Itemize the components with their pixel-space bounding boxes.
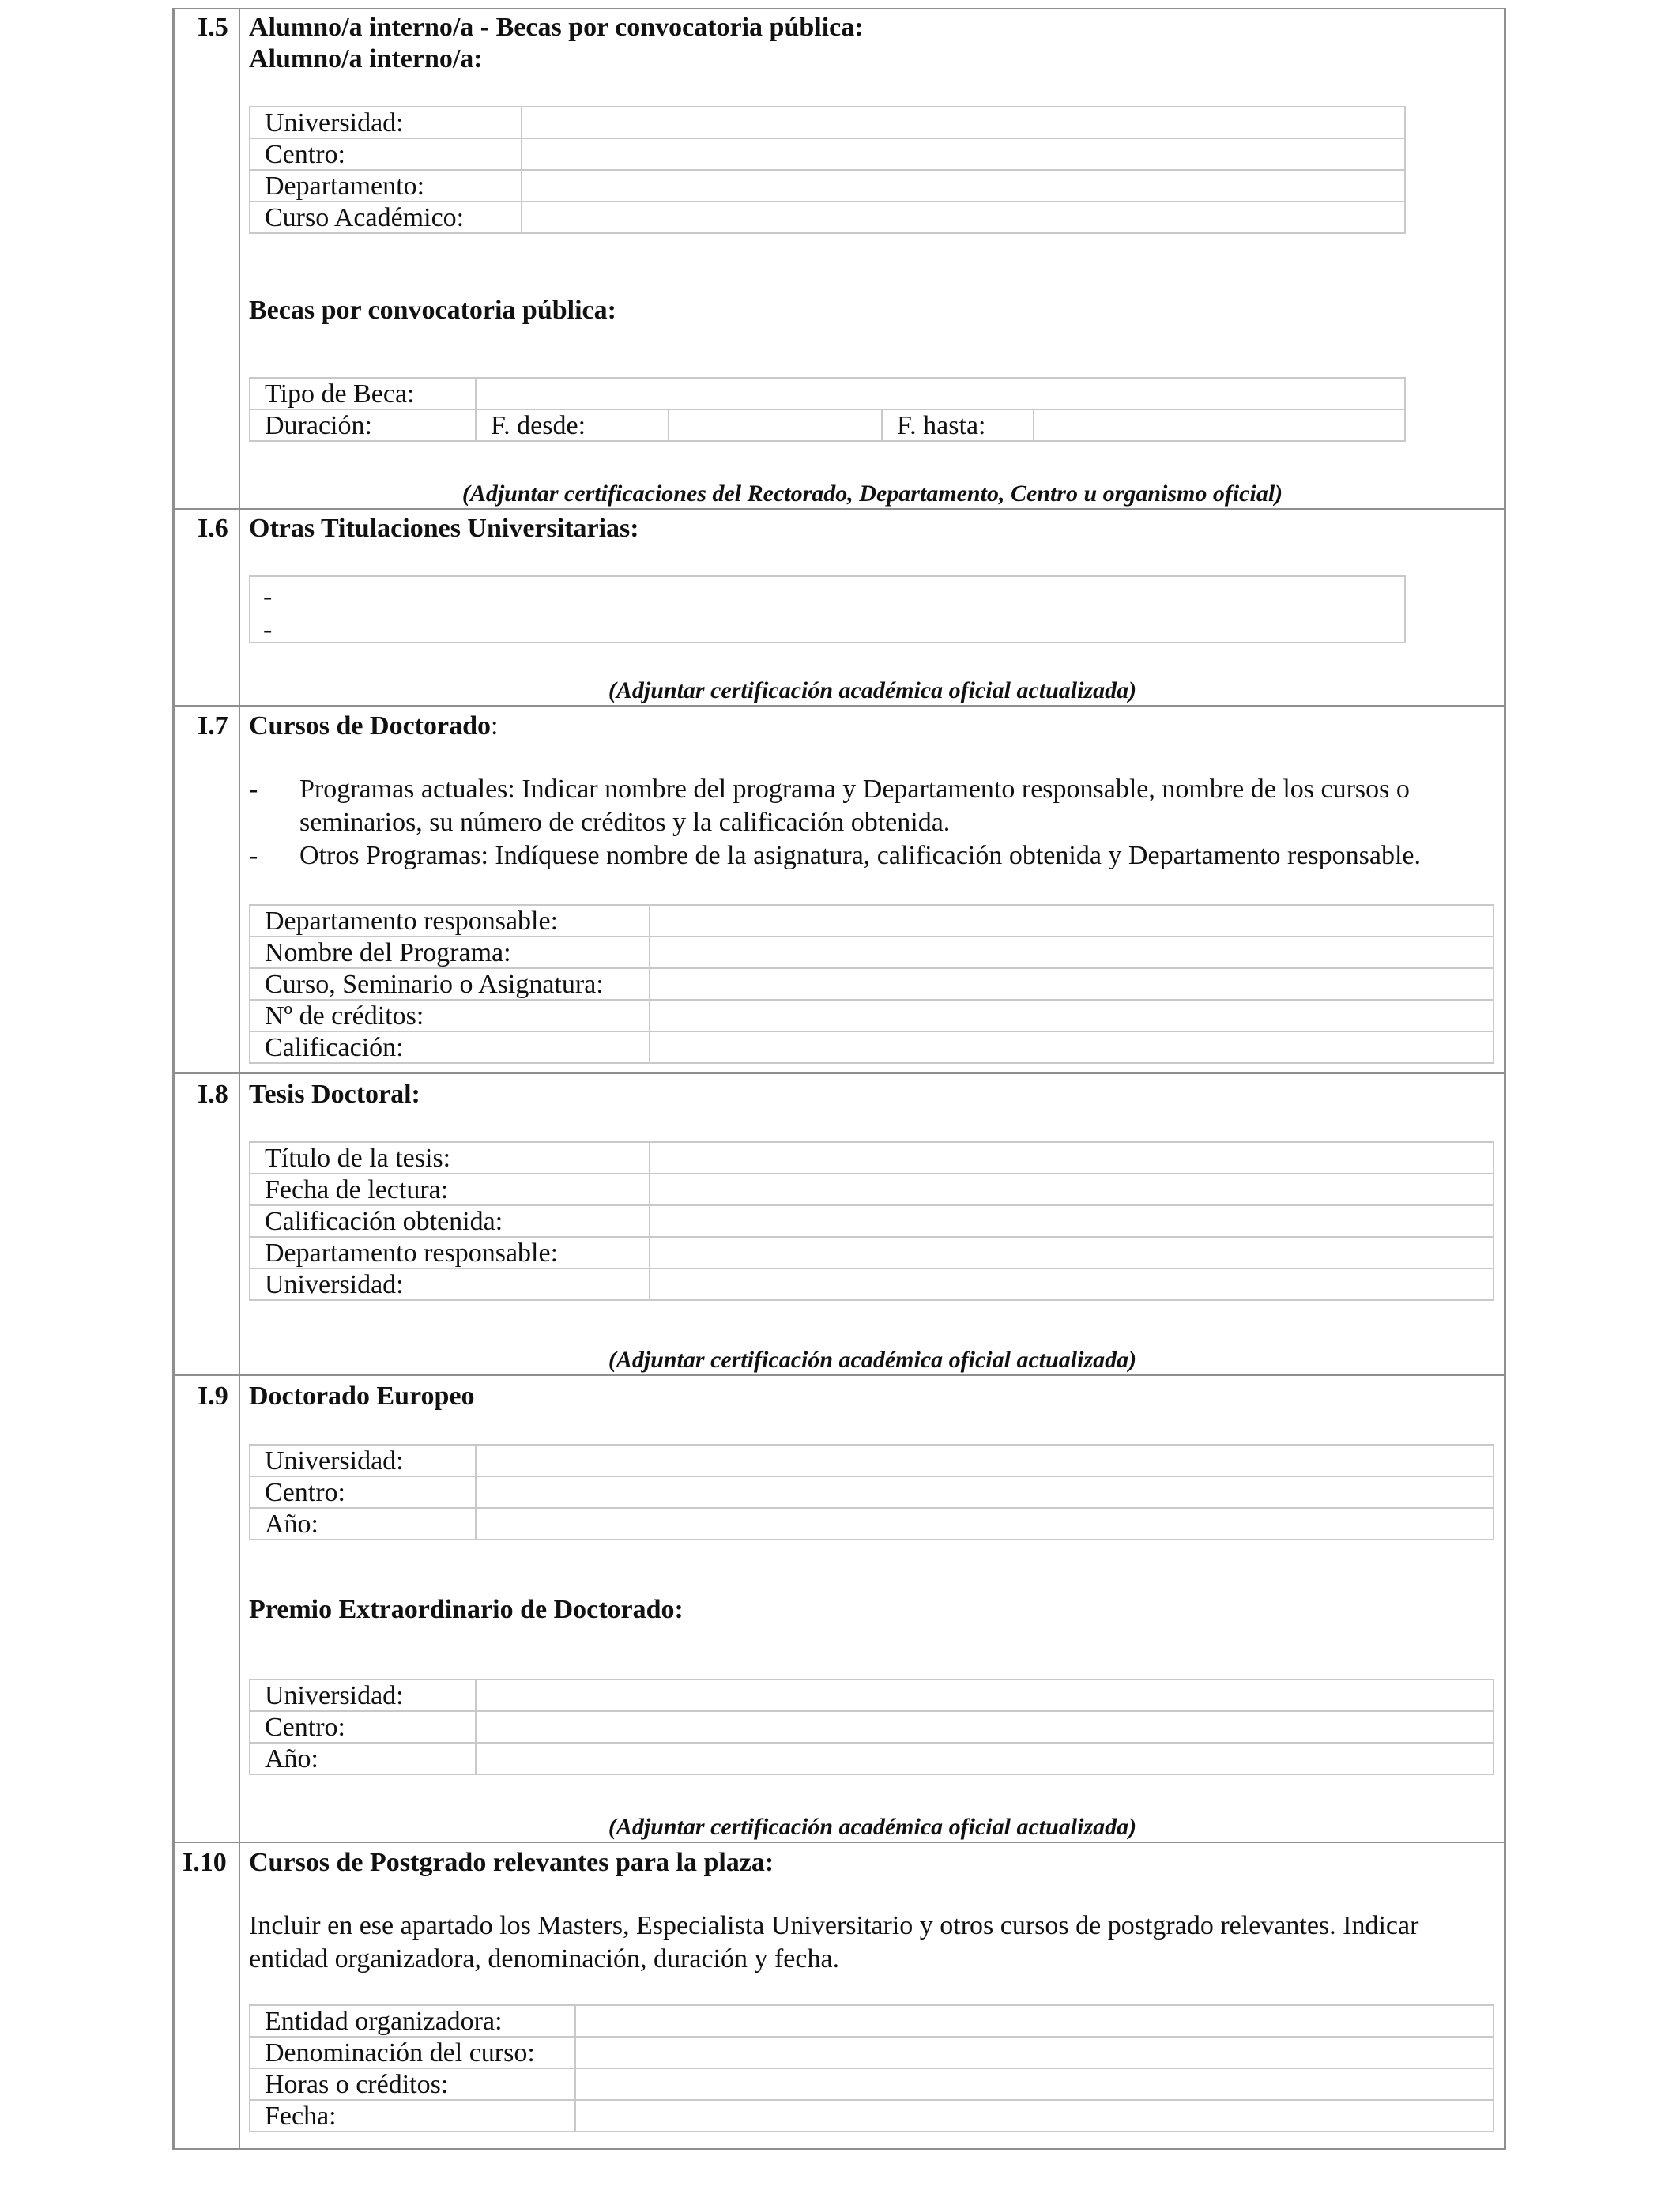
- field-input[interactable]: [522, 107, 1405, 138]
- frame-left-border: [172, 8, 175, 2150]
- field-label: Año:: [250, 1508, 476, 1540]
- table-row: [250, 937, 1494, 968]
- row-divider-15-16: [172, 508, 1506, 510]
- field-input[interactable]: [575, 2100, 1494, 2132]
- field-label: Fecha:: [250, 2100, 575, 2132]
- field-label: Curso, Seminario o Asignatura:: [250, 968, 650, 1000]
- list-item: [249, 839, 1494, 873]
- section-title-i8: Tesis Doctoral:: [249, 1080, 420, 1109]
- field-input[interactable]: [650, 1269, 1494, 1300]
- table-row: [250, 409, 1405, 441]
- section-number-i7: I.7: [198, 711, 228, 741]
- field-input[interactable]: [650, 968, 1494, 1000]
- field-label: Departamento:: [250, 170, 522, 202]
- tesis-table: [249, 1141, 1494, 1301]
- subsection-title-alumno-interno: Alumno/a interno/a:: [249, 44, 483, 74]
- table-row: [250, 378, 1405, 409]
- table-row: [250, 1508, 1494, 1540]
- field-label: Duración:: [250, 409, 476, 441]
- field-input[interactable]: [575, 2005, 1494, 2037]
- list-item: -: [263, 615, 273, 644]
- postgrado-instructions: Incluir en ese apartado los Masters, Especialista Universitario y otros cursos de postgrado relevantes. Indicar entidad organizadora, denominación, duración y fecha.: [249, 1911, 1419, 1973]
- field-label: Departamento responsable:: [250, 1237, 650, 1269]
- field-label: Año:: [250, 1743, 476, 1774]
- row-divider-19-110: [172, 1842, 1506, 1843]
- field-input[interactable]: [476, 378, 1405, 409]
- field-label: Universidad:: [250, 1269, 650, 1300]
- field-label: Centro:: [250, 1711, 476, 1743]
- table-row: [250, 1476, 1494, 1508]
- list-item: -: [263, 582, 273, 611]
- section-number-i9: I.9: [198, 1382, 228, 1411]
- field-label: Denominación del curso:: [250, 2037, 575, 2068]
- field-label: Título de la tesis:: [250, 1142, 650, 1174]
- field-input[interactable]: [575, 2037, 1494, 2068]
- row-divider-18-19: [172, 1374, 1506, 1376]
- field-input[interactable]: [476, 1743, 1494, 1774]
- attachment-note-i5: (Adjuntar certificaciones del Rectorado, Departamento, Centro u organismo oficial): [461, 481, 1283, 507]
- field-label: Entidad organizadora:: [250, 2005, 575, 2037]
- field-label: Centro:: [250, 138, 522, 170]
- table-row: [250, 1205, 1494, 1237]
- doctorado-table: [249, 904, 1494, 1064]
- field-input[interactable]: [522, 138, 1405, 170]
- table-row: [250, 1445, 1494, 1476]
- field-label: Universidad:: [250, 107, 522, 138]
- section-title-i6: Otras Titulaciones Universitarias:: [249, 514, 639, 543]
- table-row: [250, 1679, 1494, 1711]
- field-input[interactable]: [476, 1508, 1494, 1540]
- field-label: Curso Académico:: [250, 202, 522, 233]
- doctorado-instructions-list: [249, 773, 1494, 873]
- table-row: [250, 1237, 1494, 1269]
- table-row: [250, 1743, 1494, 1774]
- table-row: [250, 138, 1405, 170]
- attachment-note-i8: (Adjuntar certificación académica oficial actualizada): [608, 1347, 1137, 1373]
- attachment-note-i6: (Adjuntar certificación académica oficial actualizada): [608, 677, 1137, 703]
- field-input[interactable]: [650, 1000, 1494, 1031]
- doctorado-europeo-table: [249, 1444, 1494, 1540]
- frame-top-border: [172, 8, 1506, 9]
- field-input[interactable]: [669, 409, 882, 441]
- field-input[interactable]: [522, 202, 1405, 233]
- section-number-i10: I.10: [183, 1848, 227, 1877]
- table-row: [250, 1269, 1494, 1300]
- field-input[interactable]: [650, 1237, 1494, 1269]
- table-row: [250, 1174, 1494, 1205]
- field-input[interactable]: [650, 937, 1494, 968]
- field-input[interactable]: [650, 1205, 1494, 1237]
- table-row: [250, 107, 1405, 138]
- table-row: [250, 1711, 1494, 1743]
- subsection-title-becas: Becas por convocatoria pública:: [249, 296, 616, 325]
- field-input[interactable]: [522, 170, 1405, 202]
- section-number-i6: I.6: [198, 514, 228, 543]
- field-label: Calificación obtenida:: [250, 1205, 650, 1237]
- table-row: [250, 2005, 1494, 2037]
- field-input[interactable]: [476, 1711, 1494, 1743]
- field-input[interactable]: [650, 905, 1494, 937]
- field-input[interactable]: [1034, 409, 1405, 441]
- field-label: F. desde:: [476, 409, 669, 441]
- field-label: Nombre del Programa:: [250, 937, 650, 968]
- dash-bullet-icon: -: [249, 775, 258, 804]
- field-label: Fecha de lectura:: [250, 1174, 650, 1205]
- attachment-note-i9: (Adjuntar certificación académica oficial actualizada): [608, 1814, 1137, 1840]
- field-label: Calificación:: [250, 1031, 650, 1063]
- row-divider-17-18: [172, 1072, 1506, 1074]
- subsection-title-premio: Premio Extraordinario de Doctorado:: [249, 1595, 684, 1624]
- field-input[interactable]: [575, 2068, 1494, 2100]
- field-label: Universidad:: [250, 1679, 476, 1711]
- field-label: Nº de créditos:: [250, 1000, 650, 1031]
- field-label: Tipo de Beca:: [250, 378, 476, 409]
- table-row: [250, 1031, 1494, 1063]
- field-label: Universidad:: [250, 1445, 476, 1476]
- field-label: F. hasta:: [882, 409, 1034, 441]
- table-row: [250, 2100, 1494, 2132]
- table-row: [250, 170, 1405, 202]
- row-divider-16-17: [172, 705, 1506, 707]
- section-title-text: Cursos de Doctorado: [249, 711, 491, 741]
- section-title-i9: Doctorado Europeo: [249, 1382, 475, 1411]
- table-row: [250, 1142, 1494, 1174]
- section-title-colon: :: [490, 711, 499, 741]
- field-input[interactable]: [476, 1445, 1494, 1476]
- bullet-text: Programas actuales: Indicar nombre del programa y Departamento responsable, nombre de los cursos o seminarios, su número de créditos y la calificación obtenida.: [299, 775, 1410, 837]
- field-input[interactable]: [650, 1142, 1494, 1174]
- table-row: [250, 905, 1494, 937]
- field-input[interactable]: [650, 1031, 1494, 1063]
- table-row: [250, 968, 1494, 1000]
- titulaciones-list-box[interactable]: [249, 575, 1406, 643]
- list-item: [249, 773, 1494, 839]
- field-label: Departamento responsable:: [250, 905, 650, 937]
- section-title-i10: Cursos de Postgrado relevantes para la plaza:: [249, 1848, 774, 1877]
- postgrado-table: [249, 2004, 1494, 2132]
- table-row: [250, 2068, 1494, 2100]
- field-input[interactable]: [650, 1174, 1494, 1205]
- table-row: [250, 2037, 1494, 2068]
- field-label: Horas o créditos:: [250, 2068, 575, 2100]
- section-title-i7: [249, 710, 498, 743]
- field-input[interactable]: [476, 1679, 1494, 1711]
- field-input[interactable]: [476, 1476, 1494, 1508]
- table-row: [250, 1000, 1494, 1031]
- bullet-text: Otros Programas: Indíquese nombre de la asignatura, calificación obtenida y Departamento responsable.: [299, 841, 1422, 870]
- section-title-i5: Alumno/a interno/a - Becas por convocatoria pública:: [249, 13, 864, 42]
- dash-bullet-icon: -: [249, 841, 258, 870]
- field-label: Centro:: [250, 1476, 476, 1508]
- becas-table: [249, 377, 1406, 442]
- frame-bottom-border: [172, 2148, 1506, 2150]
- alumno-interno-table: [249, 106, 1406, 234]
- section-number-i5: I.5: [198, 13, 228, 42]
- section-number-i8: I.8: [198, 1080, 228, 1109]
- premio-table: [249, 1679, 1494, 1775]
- table-row: [250, 202, 1405, 233]
